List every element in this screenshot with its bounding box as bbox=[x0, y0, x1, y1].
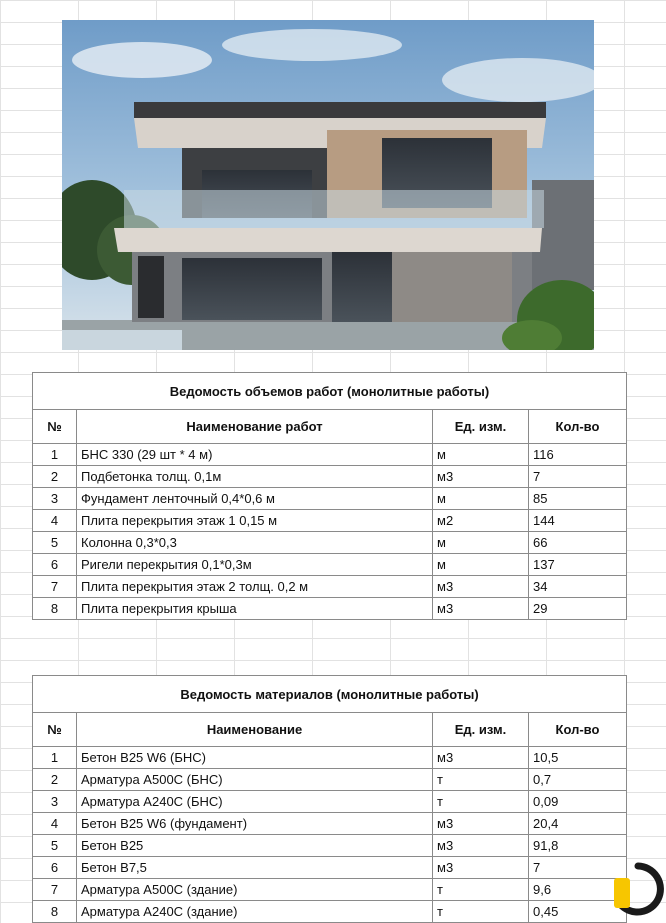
row-name: Бетон В25 W6 (БНС) bbox=[77, 747, 433, 769]
table-row bbox=[33, 488, 627, 510]
row-quantity: 91,8 bbox=[529, 835, 627, 857]
row-name: Фундамент ленточный 0,4*0,6 м bbox=[77, 488, 433, 510]
row-quantity: 29 bbox=[529, 598, 627, 620]
row-unit: т bbox=[433, 769, 529, 791]
row-quantity: 0,09 bbox=[529, 791, 627, 813]
row-number: 8 bbox=[33, 598, 77, 620]
table-row bbox=[33, 791, 627, 813]
table-row bbox=[33, 857, 627, 879]
row-unit: м3 bbox=[433, 598, 529, 620]
table-row bbox=[33, 510, 627, 532]
row-number: 2 bbox=[33, 769, 77, 791]
row-unit: м3 bbox=[433, 835, 529, 857]
row-quantity: 137 bbox=[529, 554, 627, 576]
row-number: 4 bbox=[33, 813, 77, 835]
header-unit: Ед. изм. bbox=[433, 713, 529, 747]
row-quantity: 7 bbox=[529, 857, 627, 879]
row-name: Арматура А240С (БНС) bbox=[77, 791, 433, 813]
row-name: Ригели перекрытия 0,1*0,3м bbox=[77, 554, 433, 576]
row-number: 6 bbox=[33, 554, 77, 576]
brand-logo-icon bbox=[612, 862, 664, 916]
row-number: 7 bbox=[33, 879, 77, 901]
table-row bbox=[33, 835, 627, 857]
table-row bbox=[33, 466, 627, 488]
materials-table bbox=[32, 675, 627, 923]
table-row bbox=[33, 444, 627, 466]
works-table-title: Ведомость объемов работ (монолитные работы) bbox=[33, 373, 627, 410]
table-row bbox=[33, 532, 627, 554]
row-name: Бетон В7,5 bbox=[77, 857, 433, 879]
row-name: Плита перекрытия крыша bbox=[77, 598, 433, 620]
row-name: БНС 330 (29 шт * 4 м) bbox=[77, 444, 433, 466]
row-quantity: 116 bbox=[529, 444, 627, 466]
row-unit: м bbox=[433, 488, 529, 510]
row-unit: м3 bbox=[433, 857, 529, 879]
row-unit: м3 bbox=[433, 747, 529, 769]
row-unit: м2 bbox=[433, 510, 529, 532]
row-number: 7 bbox=[33, 576, 77, 598]
row-unit: т bbox=[433, 791, 529, 813]
header-work-name: Наименование работ bbox=[77, 410, 433, 444]
row-quantity: 9,6 bbox=[529, 879, 627, 901]
row-number: 5 bbox=[33, 532, 77, 554]
table-row bbox=[33, 901, 627, 923]
row-quantity: 20,4 bbox=[529, 813, 627, 835]
row-name: Бетон В25 W6 (фундамент) bbox=[77, 813, 433, 835]
row-number: 4 bbox=[33, 510, 77, 532]
materials-table-title: Ведомость материалов (монолитные работы) bbox=[33, 676, 627, 713]
table-row bbox=[33, 554, 627, 576]
table-row bbox=[33, 598, 627, 620]
header-unit: Ед. изм. bbox=[433, 410, 529, 444]
row-number: 3 bbox=[33, 791, 77, 813]
row-name: Арматура А500С (БНС) bbox=[77, 769, 433, 791]
row-number: 1 bbox=[33, 444, 77, 466]
house-rendering-image bbox=[62, 20, 594, 350]
row-unit: м bbox=[433, 532, 529, 554]
row-name: Бетон В25 bbox=[77, 835, 433, 857]
header-number: № bbox=[33, 410, 77, 444]
row-unit: т bbox=[433, 879, 529, 901]
table-row bbox=[33, 769, 627, 791]
table-row bbox=[33, 813, 627, 835]
row-name: Плита перекрытия этаж 1 0,15 м bbox=[77, 510, 433, 532]
row-name: Арматура А500С (здание) bbox=[77, 879, 433, 901]
row-quantity: 10,5 bbox=[529, 747, 627, 769]
row-number: 5 bbox=[33, 835, 77, 857]
row-quantity: 66 bbox=[529, 532, 627, 554]
row-quantity: 0,45 bbox=[529, 901, 627, 923]
row-unit: м3 bbox=[433, 813, 529, 835]
row-quantity: 7 bbox=[529, 466, 627, 488]
row-quantity: 144 bbox=[529, 510, 627, 532]
row-number: 6 bbox=[33, 857, 77, 879]
header-material-name: Наименование bbox=[77, 713, 433, 747]
row-quantity: 85 bbox=[529, 488, 627, 510]
row-unit: т bbox=[433, 901, 529, 923]
row-unit: м bbox=[433, 444, 529, 466]
row-quantity: 0,7 bbox=[529, 769, 627, 791]
row-number: 3 bbox=[33, 488, 77, 510]
row-name: Арматура А240С (здание) bbox=[77, 901, 433, 923]
row-name: Подбетонка толщ. 0,1м bbox=[77, 466, 433, 488]
header-quantity: Кол-во bbox=[529, 410, 627, 444]
row-number: 8 bbox=[33, 901, 77, 923]
works-volume-table bbox=[32, 372, 627, 620]
row-number: 1 bbox=[33, 747, 77, 769]
row-name: Колонна 0,3*0,3 bbox=[77, 532, 433, 554]
row-name: Плита перекрытия этаж 2 толщ. 0,2 м bbox=[77, 576, 433, 598]
row-unit: м3 bbox=[433, 576, 529, 598]
row-unit: м bbox=[433, 554, 529, 576]
table-row bbox=[33, 576, 627, 598]
row-number: 2 bbox=[33, 466, 77, 488]
header-number: № bbox=[33, 713, 77, 747]
row-unit: м3 bbox=[433, 466, 529, 488]
row-quantity: 34 bbox=[529, 576, 627, 598]
header-quantity: Кол-во bbox=[529, 713, 627, 747]
table-row bbox=[33, 879, 627, 901]
table-row bbox=[33, 747, 627, 769]
